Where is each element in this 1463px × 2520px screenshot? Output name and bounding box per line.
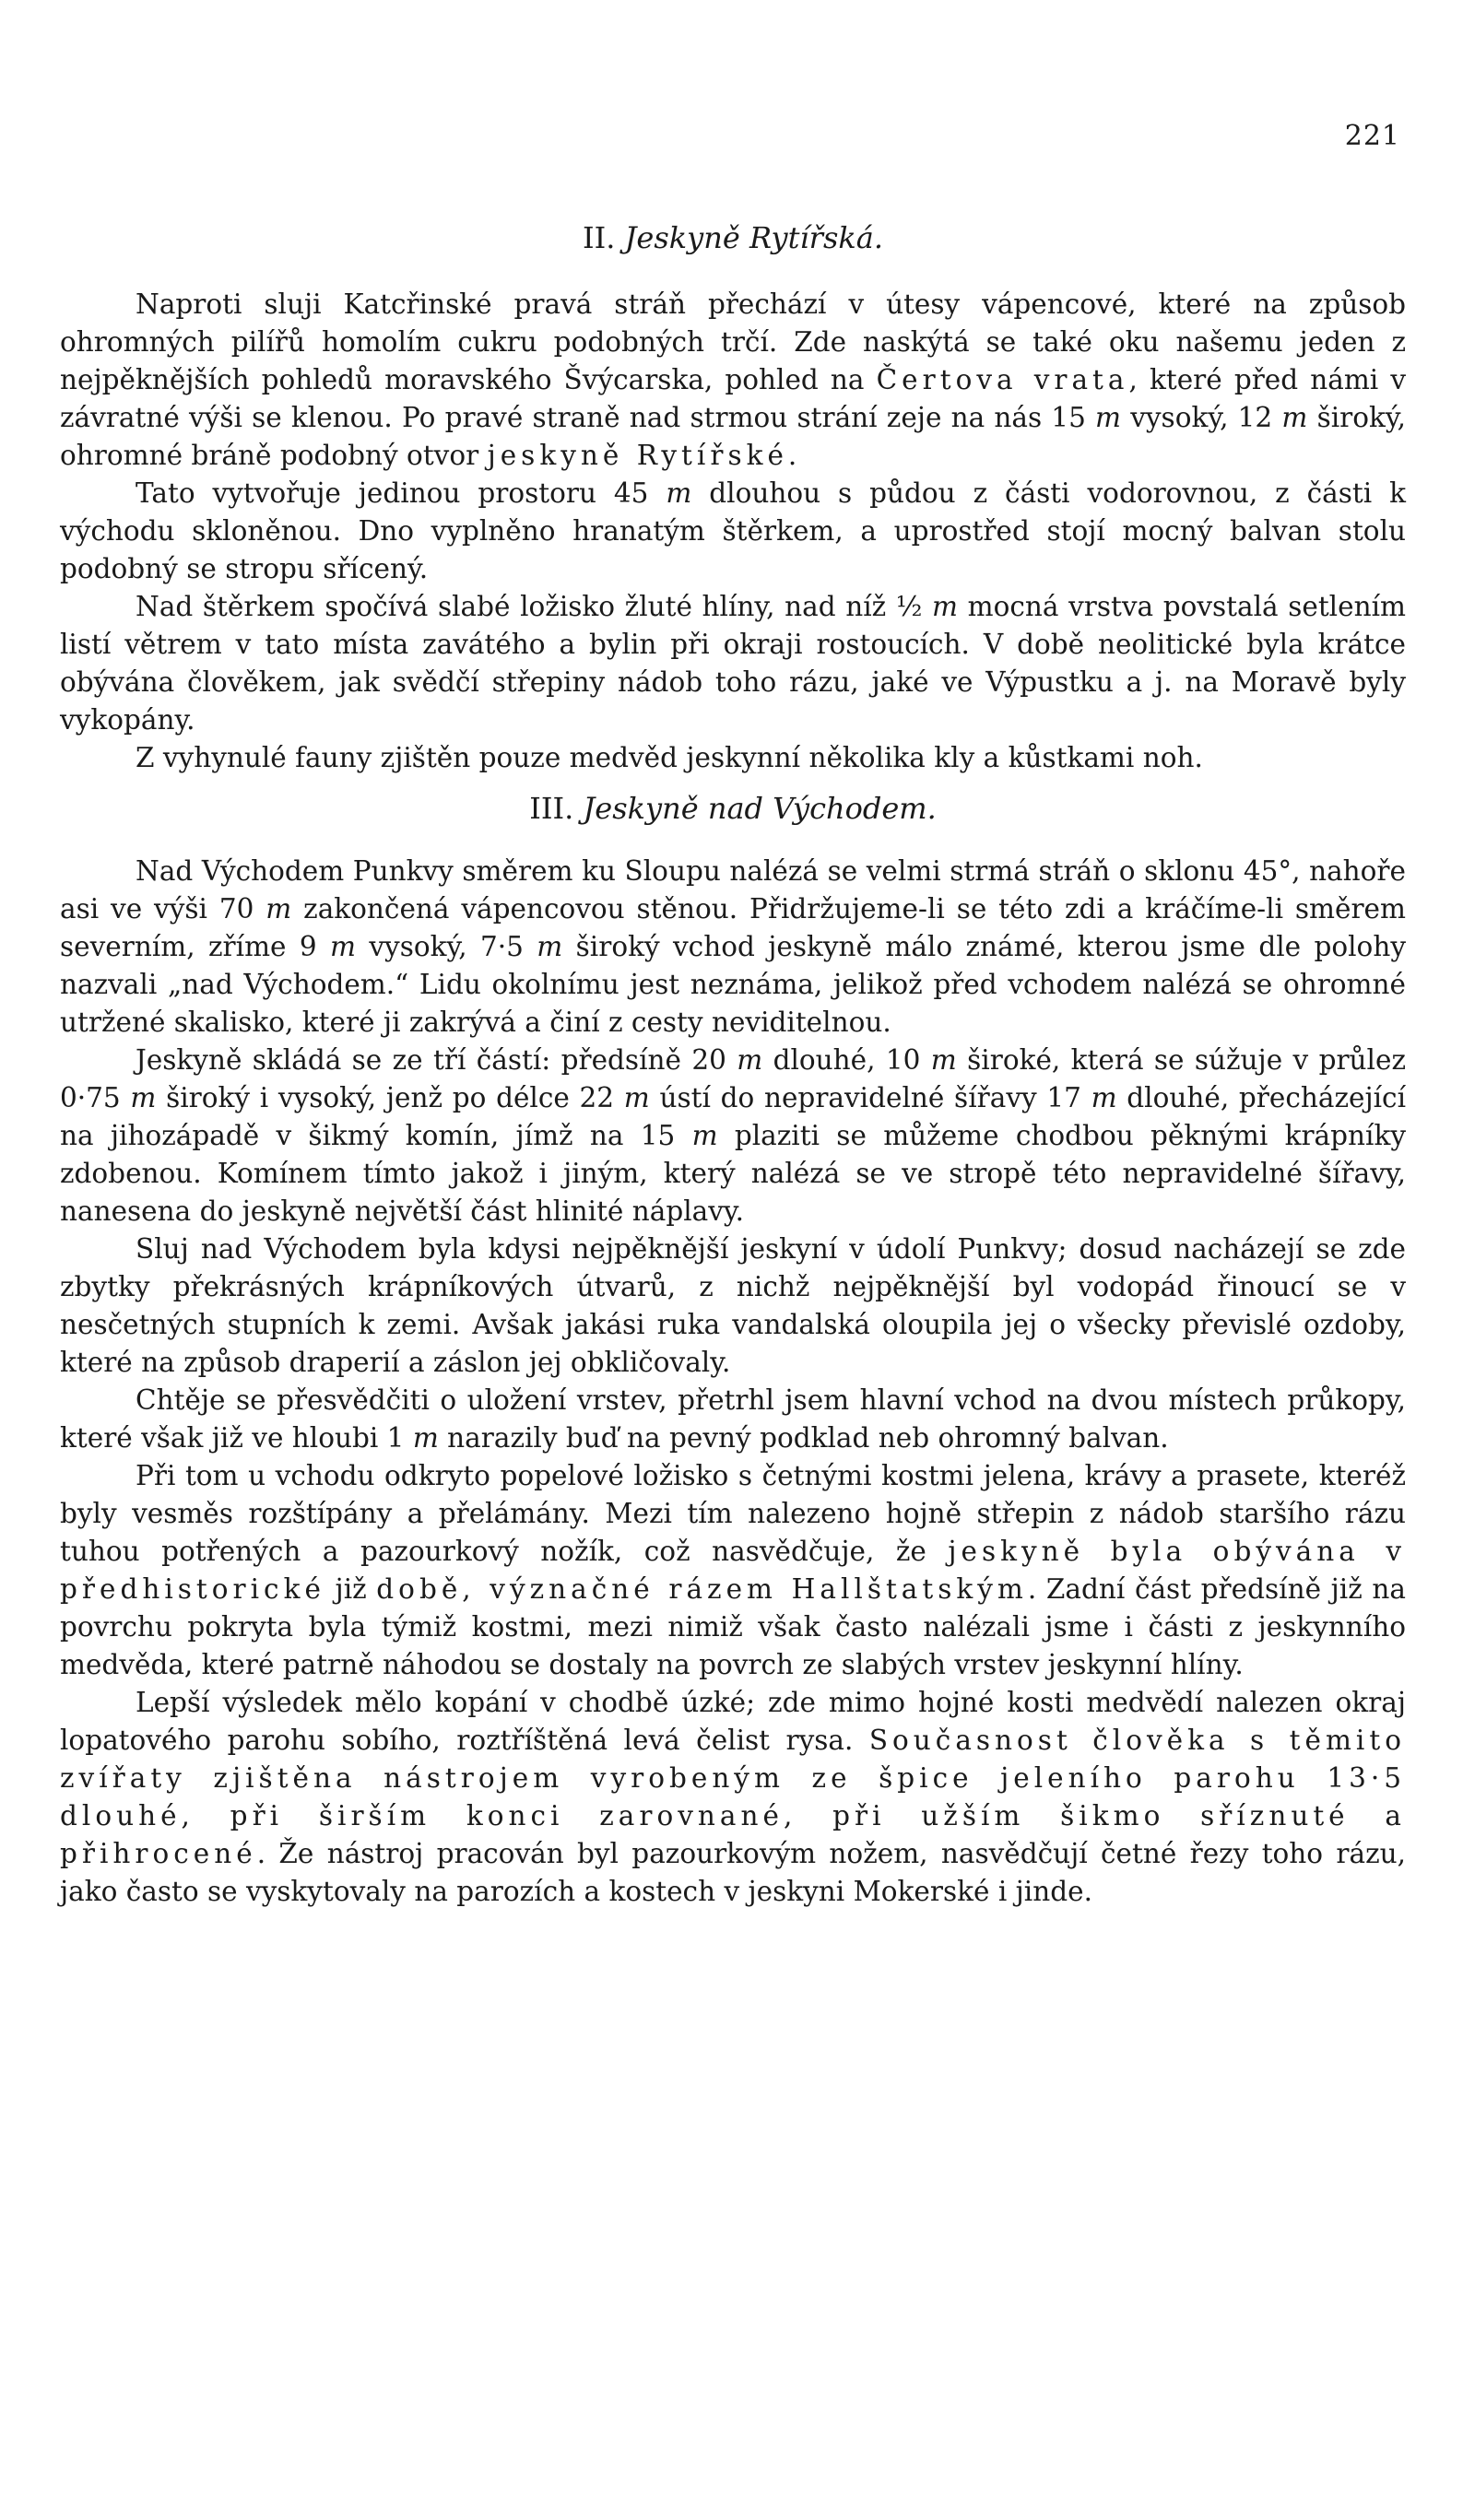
paragraph xyxy=(60,588,1406,739)
paragraph xyxy=(60,286,1406,475)
text-run: široký i vysoký, jenž po délce 22 xyxy=(156,1082,624,1113)
unit-meter: m xyxy=(330,931,357,962)
text-run: ústí do nepravidelné šířavy 17 xyxy=(649,1082,1091,1113)
unit-meter: m xyxy=(130,1082,157,1113)
text-run: plaziti se můžeme chodbou pěknými krápníky zdobenou. Komínem tímto jakož i jiným, který nalézá se ve stropě této nepravidelné šířavy, nanesena do jeskyně největší část hlinité náplavy. xyxy=(60,1120,1406,1227)
unit-meter: m xyxy=(932,591,959,622)
spaced-text: Čertova vrata xyxy=(876,364,1129,395)
section-number: III. xyxy=(529,791,574,826)
text-run: již xyxy=(324,1573,377,1605)
text-run: Jeskyně skládá se ze tří částí: předsíně 20 xyxy=(136,1044,737,1076)
text-run: Nad štěrkem spočívá slabé ložisko žluté hlíny, nad níž ½ xyxy=(136,591,933,622)
spaced-text: jeskyně Rytířské xyxy=(487,440,788,471)
text-run: mocná vrstva povstalá setlením listí větrem v tato místa zavátého a bylin při okraji rostoucích. V době neolitické byla krátce obývána člověkem, jak svědčí střepiny nádob toho rázu, jaké ve Výpustku a j. na Moravě byly vykopány. xyxy=(60,591,1406,736)
text-run: Naproti sluji Katcřinské pravá stráň přechází v útesy vápencové, které na způsob ohromných pilířů homolím cukru podobných trčí. Zde naskýtá se také oku našemu jeden z nejpěknějších pohledů moravského Švýcarska, pohled na xyxy=(60,289,1406,395)
section-title: Jeskyně nad Východem. xyxy=(583,791,937,826)
paragraph: Sluj nad Východem byla kdysi nejpěknější jeskyní v údolí Punkvy; dosud nacházejí se zde zbytky překrásných krápníkových útvarů, z nichž nejpěknější byl vodopád řinoucí se v nesčetných stupních k zemi. Avšak jakási ruka vandalská oloupila jej o všecky převislé ozdoby, které na způsob draperií a záslon jej obkličovaly. xyxy=(60,1233,1406,1378)
text-run: široký, ohromné bráně podobný otvor xyxy=(60,402,1407,471)
text-run: široký vchod jeskyně málo známé, kterou jsme dle polohy nazvali „nad Východem.“ Lidu okolnímu jest neznáma, jelikož před vchodem nalézá se ohromné utržené skalisko, které ji zakrývá a činí z cesty neviditelnou. xyxy=(60,931,1406,1038)
text-run: Nad Východem Punkvy směrem ku Sloupu nalézá se velmi strmá stráň o sklonu 45°, nahoře asi ve výši 70 xyxy=(60,855,1406,924)
section-heading-jeskyne-nad-vychodem xyxy=(60,788,1406,829)
unit-meter: m xyxy=(1281,402,1308,433)
text-run: dlouhé, přecházející na jihozápadě v šikmý komín, jímž na 15 xyxy=(60,1082,1407,1151)
unit-meter: m xyxy=(930,1044,957,1076)
unit-meter: m xyxy=(1091,1082,1117,1113)
text-run: vysoký, 7·5 xyxy=(356,931,537,962)
text-run: dlouhou s půdou z části vodorovnou, z části k východu skloněnou. Dno vyplněno hranatým štěrkem, a uprostřed stojí mocný balvan stolu podobný se stropu sřícený. xyxy=(60,477,1406,584)
unit-meter: m xyxy=(537,931,563,962)
text-run: Lepší výsledek mělo kopání v chodbě úzké; zde mimo hojné kosti medvědí nalezen okraj lopatového parohu sobího, roztříštěná levá čelist rysa. xyxy=(60,1687,1406,1756)
text-run: . Zadní část předsíně již na povrchu pokryta byla týmiž kostmi, mezi nimiž však často nalézali jsme i části z jeskynního medvěda, které patrně náhodou se dostaly na povrch ze slabých vrstev jeskynní hlíny. xyxy=(60,1573,1406,1680)
unit-meter: m xyxy=(737,1044,763,1076)
unit-meter: m xyxy=(666,477,692,509)
text-run: . Že nástroj pracován byl pazourkovým nožem, nasvědčují četné řezy toho rázu, jako často se vyskytovaly na parozích a kostech v jeskyni Mokerské i jinde. xyxy=(60,1838,1406,1907)
spaced-text: Současnost člověka s těmito zvířaty zjištěna nástrojem vyrobeným ze špice jeleního parohu 13·5 dlouhé, při širším konci zarovnané, při užším šikmo sříznuté a přihrocené xyxy=(60,1725,1406,1869)
paragraph xyxy=(60,1457,1406,1684)
section-heading-jeskyne-rytirska xyxy=(60,218,1406,258)
paragraph xyxy=(60,1684,1406,1911)
section-title: Jeskyně Rytířská. xyxy=(624,220,884,255)
page-content xyxy=(60,218,1406,1911)
text-run: . xyxy=(787,440,797,471)
paragraph: Z vyhynulé fauny zjištěn pouze medvěd jeskynní několika kly a kůstkami noh. xyxy=(136,742,1203,773)
text-run: Tato vytvořuje jedinou prostoru 45 xyxy=(136,477,667,509)
text-run: Při tom u vchodu odkryto popelové ložisko s četnými kostmi jelena, krávy a prasete, kteréž byly vesměs rozštípány a přelámány. Mezi tím nalezeno hojně střepin z nádob staršího rázu tuhou potřených a pazourkový nožík, což nasvědčuje, že xyxy=(60,1460,1406,1567)
unit-meter: m xyxy=(1095,402,1122,433)
paragraph xyxy=(60,1042,1406,1231)
text-run: Chtěje se přesvědčiti o uložení vrstev, přetrhl jsem hlavní vchod na dvou místech průkopy, které však již ve hloubi 1 xyxy=(60,1384,1406,1454)
unit-meter: m xyxy=(691,1120,718,1151)
page-number: 221 xyxy=(1344,120,1400,152)
text-run: široké, která se súžuje v průlez 0·75 xyxy=(60,1044,1406,1113)
text-run: vysoký, 12 xyxy=(1121,402,1282,433)
paragraph xyxy=(60,853,1406,1042)
unit-meter: m xyxy=(412,1422,439,1454)
section-number: II. xyxy=(582,220,616,255)
text-run: , které před námi v závratné výši se klenou. Po pravé straně nad strmou strání zeje na nás 15 xyxy=(60,364,1407,433)
unit-meter: m xyxy=(623,1082,650,1113)
paragraph xyxy=(60,475,1406,588)
text-run: dlouhé, 10 xyxy=(762,1044,931,1076)
unit-meter: m xyxy=(265,893,292,924)
spaced-text: době, význačné rázem Hallštatským xyxy=(376,1573,1028,1605)
spaced-text: jeskyně byla obývána v předhistorické xyxy=(60,1536,1406,1605)
paragraph xyxy=(60,1382,1406,1457)
text-run: zakončená vápencovou stěnou. Přidržujeme-li se této zdi a kráčíme-li směrem severním, zříme 9 xyxy=(60,893,1406,962)
text-run: narazily buď na pevný podklad neb ohromný balvan. xyxy=(438,1422,1169,1454)
